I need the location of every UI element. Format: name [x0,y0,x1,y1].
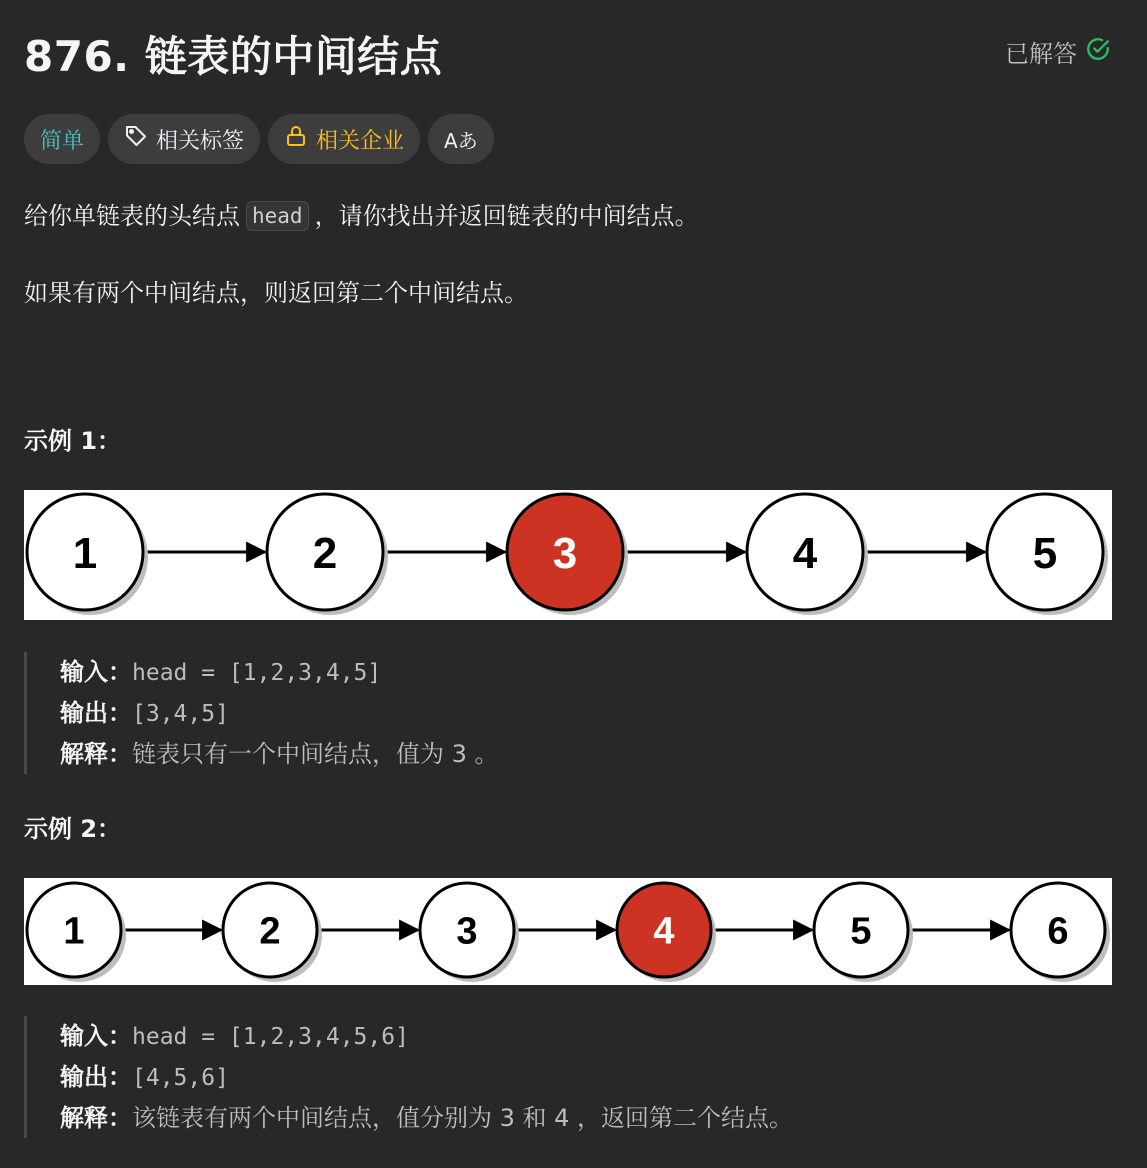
related-companies-label: 相关企业 [316,128,405,154]
node-value-2: 2 [312,528,338,578]
example-2-heading: 示例 2： [24,815,122,843]
example-1-heading: 示例 1： [24,427,122,455]
difficulty-label: 简单 [40,128,85,154]
output-label: 输出： [60,699,132,727]
input-label: 输入： [60,658,132,686]
input-value: head = [1,2,3,4,5] [132,660,382,686]
example-1-output [60,693,1060,734]
node-value-5: 5 [1032,528,1058,578]
example-2-diagram [24,878,1112,985]
description-line-1 [24,196,699,231]
example-2-block [24,1016,1060,1138]
tag-bar [24,114,494,164]
explain-text: 链表只有一个中间结点，值为 3 。 [132,740,499,768]
solved-label: 已解答 [1005,40,1077,68]
check-circle-icon [1085,36,1111,68]
tag-icon [124,124,148,154]
lock-icon [284,124,308,154]
example-2-output [60,1057,1060,1098]
output-value: [4,5,6] [132,1065,229,1091]
translate-icon: Aあ [444,128,478,153]
node-value-1: 1 [72,528,98,578]
node-value-3: 3 [456,910,478,953]
description-text: ，请你找出并返回链表的中间结点。 [314,202,699,230]
explain-label: 解释： [60,1104,132,1132]
description-text: 给你单链表的头结点 [24,202,240,230]
node-value-3: 3 [552,528,578,578]
difficulty-tag[interactable] [24,114,100,164]
translate-button[interactable] [428,114,494,164]
node-value-5: 5 [850,910,872,953]
solved-status [1005,34,1111,69]
node-value-2: 2 [259,910,281,953]
related-topics-label: 相关标签 [156,128,245,154]
inline-code-head: head [246,201,309,231]
node-value-4: 4 [653,910,675,953]
input-label: 输入： [60,1022,132,1050]
node-value-4: 4 [792,528,818,578]
related-topics-tag[interactable] [108,114,260,164]
node-value-6: 6 [1047,910,1069,953]
example-2-input [60,1016,1060,1057]
explain-label: 解释： [60,740,132,768]
output-value: [3,4,5] [132,701,229,727]
linked-list-diagram-1 [24,490,1112,620]
example-1-block [24,652,1060,774]
example-1-input [60,652,1060,693]
explain-text: 该链表有两个中间结点，值分别为 3 和 4 ，返回第二个结点。 [132,1104,794,1132]
example-1-diagram [24,490,1112,620]
input-value: head = [1,2,3,4,5,6] [132,1024,409,1050]
example-2-explanation [60,1098,1060,1138]
node-value-1: 1 [63,910,85,953]
related-companies-tag[interactable] [268,114,420,164]
problem-title: 876. 链表的中间结点 [24,32,443,81]
output-label: 输出： [60,1063,132,1091]
linked-list-diagram-2 [24,878,1112,985]
example-1-explanation [60,734,1060,774]
description-line-2: 如果有两个中间结点，则返回第二个中间结点。 [24,279,528,307]
